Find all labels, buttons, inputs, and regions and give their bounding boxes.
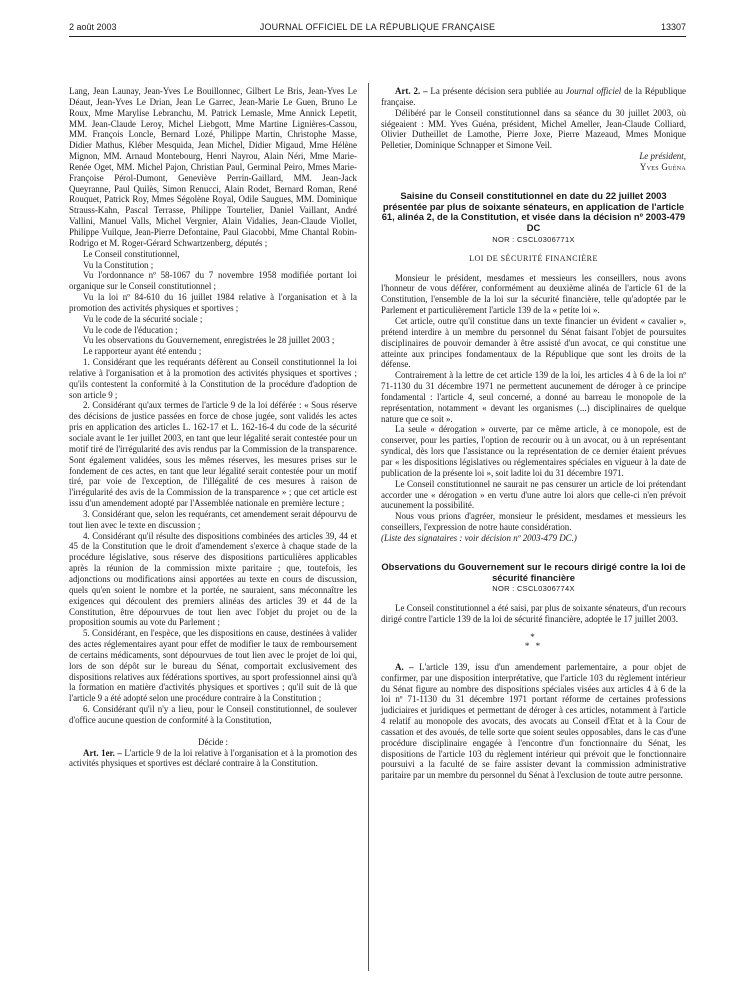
spacer: [381, 544, 686, 562]
spacer: [381, 173, 686, 191]
visa-code-securite-sociale: Vu le code de la sécurité sociale ;: [83, 313, 203, 324]
considerant-1: 1. Considérant que les requérants défèrent au Conseil constitutionnel la loi relative à l'organisation et à la promotion des activités physiques et sportives ; qu'ils contestent la conformité à la Constitution de la procédure d'adoption de son article 9 ;: [69, 357, 357, 400]
observations-nor: NOR : CSCL0306774X: [492, 584, 575, 594]
star-bottom: * *: [524, 640, 543, 651]
visa-ordonnance: Vu l'ordonnance nº 58-1067 du 7 novembre 1958 modifiée portant loi organique sur le Conseil constitutionnel ;: [69, 270, 357, 292]
considerant-5: 5. Considérant, en l'espèce, que les dispositions en cause, destinées à valider des actes réglementaires ayant pour effet de modifier le taux de remboursement de certains médicaments, sont dépourvues de tout lien avec le projet de loi qui, lors de son dépôt sur le bureau du Sénat, comportait exclusivement des dispositions relatives aux fédérations sportives, au sport professionnel ainsi qu'à la formation en matière d'activités physiques et sportives ; qu'il suit de là que l'article 9 a été adopté selon une procédure contraire à la Constitution ;: [69, 628, 357, 704]
saisine-title: Saisine du Conseil constitutionnel en date du 22 juillet 2003 présentée par plus de soixante sénateurs, en application de l'article 61, alinéa 2, de la Constitution, et visée dans la décision nº 2003-479 DC: [381, 189, 686, 234]
article-1: [69, 748, 357, 770]
signature-name: Yves Guéna: [639, 161, 686, 172]
decide-heading: Décide :: [197, 736, 229, 747]
loi-title: LOI DE SÉCURITÉ FINANCIÈRE: [469, 253, 598, 263]
article-2-text: La présente décision sera publiée au: [427, 86, 566, 96]
saisine-nor: NOR : CSCL0306771X: [492, 234, 575, 244]
considerant-3: 3. Considérant que, selon les requérants, cet amendement serait dépourvu de tout lien avec le texte en discussion ;: [69, 508, 357, 530]
deputies-list: Lang, Jean Launay, Jean-Yves Le Bouillonnec, Gilbert Le Bris, Jean-Yves Le Déaut, Jean-Yves Le Drian, Jean Le Garrec, Jean-Marie Le Guen, Bruno Le Roux, Mme Marylise Lebranchu, M. Patrick Lemasle, Mme Annick Lepetit, MM. Jean-Claude Leroy, Michel Liebgott, Mme Martine Lignières-Cassou, MM. François Loncle, Bernard Lozé, Philippe Martin, Christophe Masse, Didier Mathus, Kléber Mesquida, Jean Michel, Didier Migaud, Mme Hélène Mignon, MM. Arnaud Montebourg, Henri Nayrou, Alain Néri, Mme Marie-Renée Oget, MM. Michel Pajon, Christian Paul, Germinal Peiro, Mmes Marie-Françoise Pérol-Dumont, Geneviève Perrin-Gaillard, MM. Jean-Jack Queyranne, Paul Quilès, Simon Renucci, Alain Rodet, Bernard Roman, René Rouquet, Patrick Roy, Mmes Ségolène Royal, Odile Saugues, MM. Dominique Strauss-Kahn, Pascal Terrasse, Philippe Tourtelier, Daniel Vaillant, André Vallini, Manuel Valls, Michel Vergnier, Alain Vidalies, Jean-Claude Viollet, Philippe Vuilque, Jean-Pierre Defontaine, Paul Giacobbi, Mme Chantal Robin-Rodrigo et M. Roger-Gérard Schwartzenberg, députés ;: [69, 86, 357, 248]
saisine-paragraph: Le Conseil constitutionnel ne saurait ne pas censurer un article de loi prétendant accorder une « dérogation » en vertu d'une autre loi alors que celle-ci n'en prévoit aucunement la possibilité.: [381, 478, 686, 511]
visa-observations: Vu les observations du Gouvernement, enregistrées le 28 juillet 2003 ;: [83, 335, 335, 346]
column-divider: [368, 83, 369, 971]
considerant-2: 2. Considérant qu'aux termes de l'article 9 de la loi déférée : « Sous réserve des décisions de justice passées en force de chose jugée, sont validés les actes pris en application des articles L. 162-17 et L. 162-16-4 du code de la sécurité sociale avant le 1er juillet 2003, en tant que leur légalité serait contestée pour un motif tiré de l'irrégularité des avis rendus par la Commission de la transparence. Sont également validées, sous les mêmes réserves, les mesures prises sur le fondement de ces actes, en tant que leur légalité serait contestée pour un motif tiré, par voie de l'exception, de l'illégalité de ces mesures à raison de l'irrégularité des avis de la Commission de la transparence » ; que cet article est issu d'un amendement adopté par l'Assemblée nationale en première lecture ;: [69, 400, 357, 509]
observations-title: Observations du Gouvernement sur le recours dirigé contre la loi de sécurité financière: [381, 560, 686, 583]
signature-role: Le président,: [639, 151, 686, 162]
saisine-paragraph: Contrairement à la lettre de cet article 139 de la loi, les articles 4 à 6 de la loi nº 71-1130 du 31 décembre 1971 ne permettent aucunement de déroger à ce principe fondamental : l'article 4, seul concerné, a donné au barreau le monopole de la représentation, notamment « devant les organismes (...) disciplinaires de quelque nature que ce soit ».: [381, 370, 686, 424]
observations-intro: Le Conseil constitutionnel a été saisi, par plus de soixante sénateurs, d'un recours dirigé contre l'article 139 de la loi de sécurité financière, adoptée le 17 juillet 2003.: [381, 603, 686, 624]
saisine-paragraph: Monsieur le président, mesdames et messieurs les conseillers, nous avons l'honneur de vous déférer, conformément au deuxième alinéa de l'article 61 de la Constitution, l'ensemble de la loi sur la sécurité financière, telle qu'adoptée par le Parlement et particulièrement l'article 139 de la « petite loi ».: [381, 272, 686, 316]
considerant-4: 4. Considérant qu'il résulte des dispositions combinées des articles 39, 44 et 45 de la Constitution que le droit d'amendement s'exerce à chaque stade de la procédure législative, sous réserve des dispositions particulières applicables après la réunion de la commission mixte paritaire ; que, toutefois, les adjonctions ou modifications ainsi apportées au texte en cours de discussion, quels qu'en soient le nombre et la portée, ne sauraient, sans méconnaître les exigences qui découlent des premiers alinéas des articles 39 et 44 de la Constitution, être dépourvues de tout lien avec l'objet du projet ou de la proposition soumis au vote du Parlement ;: [69, 530, 357, 628]
saisine-paragraph: Nous vous prions d'agréer, monsieur le président, mesdames et messieurs les conseillers, l'expression de notre haute considération.: [381, 511, 686, 533]
saisine-paragraph: Cet article, outre qu'il constitue dans un texte financier un évident « cavalier », prétend interdire à un membre du personnel du Sénat faisant l'objet de poursuites disciplinaires de pouvoir demander à être assisté d'un avocat, ce qui constitue une atteinte aux principes fondamentaux de la République que sont les droits de la défense.: [381, 316, 686, 370]
visa-loi-1984: Vu la loi nº 84-610 du 16 juillet 1984 relative à l'organisation et à la promotion des activités physiques et sportives ;: [69, 292, 357, 313]
article-2-label: Art. 2. –: [395, 86, 428, 96]
header-date: 2 août 2003: [69, 22, 117, 32]
signatories-note: (Liste des signataires : voir décision nº 2003-479 DC.): [381, 532, 577, 543]
visa-constitution: Vu la Constitution ;: [83, 259, 154, 270]
page-header: [69, 20, 686, 37]
section-a-label: A. –: [395, 661, 414, 672]
section-separator: [381, 633, 686, 651]
visa-code-education: Vu le code de l'éducation ;: [83, 324, 178, 335]
visa-rapporteur: Le rapporteur ayant été entendu ;: [83, 346, 202, 357]
article-1-label: Art. 1er. –: [83, 747, 122, 758]
page-number: 13307: [660, 22, 686, 32]
left-column: [69, 86, 357, 769]
saisine-paragraph: La seule « dérogation » ouverte, par ce même article, à ce monopole, est de conserver, pour les parties, l'option de recourir ou à un avocat, ou à un représentant syndical, dès lors que l'assistance ou la représentation de ce dernier étaient prévues par « les dispositions législatives ou réglementaires spéciales en vigueur à la date de publication de la présente loi », soit ladite loi du 31 décembre 1971.: [381, 424, 686, 478]
star-top: *: [530, 631, 537, 642]
observations-section-a: [381, 662, 686, 781]
journal-title: JOURNAL OFFICIEL DE LA RÉPUBLIQUE FRANÇAISE: [259, 22, 496, 32]
deliberation: Délibéré par le Conseil constitutionnel dans sa séance du 30 juillet 2003, où siégeaient : MM. Yves Guéna, président, Michel Ameller, Jean-Claude Colliard, Olivier Dutheillet de Lamothe, Pierre Joxe, Pierre Mazeaud, Mmes Monique Pelletier, Dominique Schnapper et Simone Veil.: [381, 107, 686, 151]
article-2-text-end: de la République française.: [381, 86, 687, 107]
article-1-text: L'article 9 de la loi relative à l'organisation et à la promotion des activités physiques et sportives est déclaré contraire à la Constitution.: [69, 747, 357, 769]
considerant-6: 6. Considérant qu'il n'y a lieu, pour le Conseil constitutionnel, de soulever d'office aucune question de conformité à la Constitution,: [69, 704, 357, 725]
journal-officiel-ref: Journal officiel: [565, 86, 622, 96]
section-a-text: L'article 139, issu d'un amendement parlementaire, a pour objet de confirmer, par une disposition interprétative, que l'article 103 du règlement intérieur du Sénat figure au nombre des dispositions spéciales visées aux articles 4 à 6 de la loi nº 71-1130 du 31 décembre 1971 portant réforme de certaines professions judiciaires et juridiques et permettant de déroger à ces articles, notamment à l'article 4 relatif au monopole des avocats, des avocats au Conseil d'Etat et à la Cour de cassation et des avoués, de telle sorte que soient seules opposables, dans le cas d'une procédure disciplinaire engagée à l'encontre d'un fonctionnaire du Sénat, les dispositions de l'article 103 du règlement intérieur qui prévoit que le fonctionnaire poursuivi a la faculté de se faire assister devant la commission administrative paritaire par un membre du personnel du Sénat à l'exclusion de toute autre personne.: [381, 661, 686, 781]
right-column: [381, 86, 686, 781]
article-2: [381, 86, 686, 108]
visa-conseil: Le Conseil constitutionnel,: [83, 248, 180, 259]
